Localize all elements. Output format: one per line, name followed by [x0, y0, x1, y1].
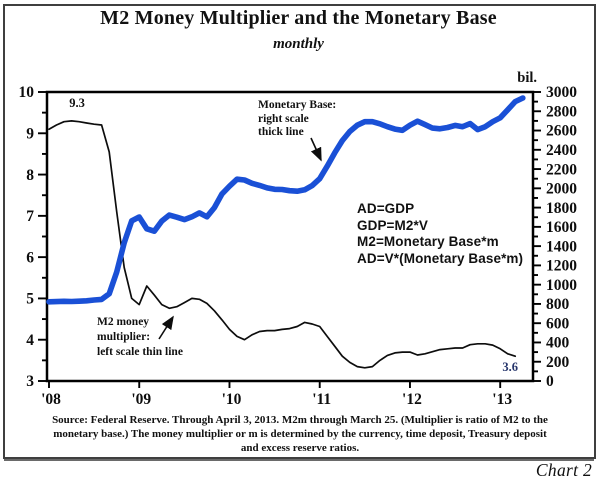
monetary-base-note-line: Monetary Base: — [258, 99, 337, 111]
svg-text:2200: 2200 — [546, 161, 577, 179]
chart-number-label: Chart 2 — [535, 460, 592, 480]
svg-text:200: 200 — [546, 353, 570, 371]
formula-line: AD=V*(Monetary Base*m) — [357, 250, 524, 266]
left-axis-ticks — [38, 92, 47, 381]
svg-text:'13: '13 — [492, 391, 513, 408]
right-axis-unit-label: bil. — [517, 70, 537, 86]
right-axis-labels — [546, 84, 577, 390]
formula-line: M2=Monetary Base*m — [357, 234, 499, 249]
chart-subtitle: monthly — [273, 36, 324, 52]
svg-text:8: 8 — [26, 166, 34, 184]
left-axis-labels — [19, 84, 35, 390]
svg-text:400: 400 — [546, 334, 570, 352]
source-note — [28, 414, 572, 455]
svg-text:2800: 2800 — [546, 103, 577, 121]
svg-text:'09: '09 — [131, 391, 152, 408]
svg-text:1800: 1800 — [546, 199, 577, 217]
svg-text:3: 3 — [26, 373, 34, 391]
monetary-base-arrow — [311, 138, 321, 160]
svg-text:800: 800 — [546, 296, 570, 314]
formula-line: GDP=M2*V — [357, 217, 428, 233]
svg-text:10: 10 — [18, 84, 34, 102]
chart-title: M2 Money Multiplier and the Monetary Base — [100, 7, 497, 29]
monetary-base-note — [258, 99, 336, 140]
svg-text:9: 9 — [26, 125, 34, 143]
svg-text:3000: 3000 — [546, 84, 577, 102]
m2-multiplier-note — [97, 315, 183, 360]
svg-text:7: 7 — [26, 208, 34, 226]
monetary-base-note-line: thick line — [258, 126, 304, 138]
m2-multiplier-note-line: left scale thin line — [97, 346, 183, 358]
svg-text:'08: '08 — [41, 391, 61, 408]
m2-multiplier-note-line: M2 money — [97, 316, 150, 328]
x-axis-labels — [41, 391, 512, 408]
svg-text:6: 6 — [26, 249, 34, 267]
source-note-line: monetary base.) The money multiplier or m is determined by the currency, time deposit, Treasury deposit — [53, 427, 547, 440]
svg-text:1600: 1600 — [546, 219, 577, 237]
svg-text:2000: 2000 — [546, 180, 577, 198]
svg-text:4: 4 — [26, 331, 34, 349]
svg-text:1000: 1000 — [546, 276, 577, 294]
monetary-base-note-line: right scale — [258, 112, 309, 125]
svg-text:2600: 2600 — [546, 122, 577, 140]
svg-text:0: 0 — [546, 373, 554, 391]
formula-line: AD=GDP — [357, 201, 415, 216]
svg-text:'10: '10 — [221, 391, 242, 408]
source-note-line: Source: Federal Reserve. Through April 3, 2013. M2m through March 25. (Multiplier is ratio of M2 to the — [52, 414, 548, 426]
m2-multiplier-note-line: multiplier: — [97, 331, 151, 343]
svg-text:5: 5 — [26, 290, 34, 308]
peak-value-label: 9.3 — [69, 96, 85, 110]
svg-text:2400: 2400 — [546, 142, 577, 159]
svg-text:'12: '12 — [402, 391, 422, 408]
end-value-label: 3.6 — [502, 360, 518, 374]
svg-text:1200: 1200 — [546, 257, 577, 275]
svg-text:1400: 1400 — [546, 238, 577, 256]
annotation-arrows — [159, 138, 321, 339]
identity-formulas — [357, 201, 523, 267]
source-note-line: and excess reserve ratios. — [240, 441, 360, 454]
svg-text:600: 600 — [546, 315, 570, 333]
svg-text:'11: '11 — [312, 391, 332, 408]
